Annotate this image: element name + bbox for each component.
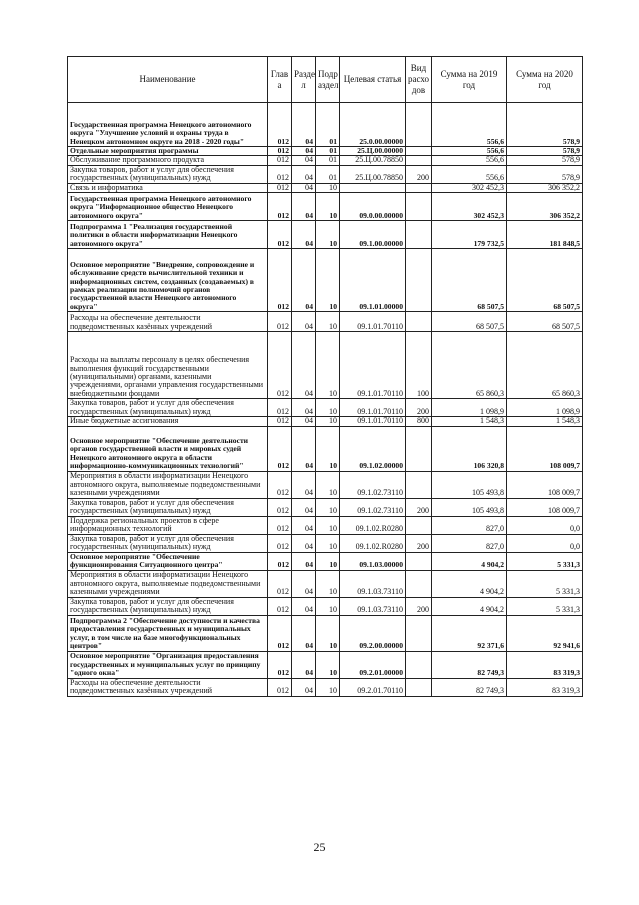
row-podrazdel: 10 <box>316 570 340 597</box>
table-body <box>68 103 583 697</box>
row-podrazdel: 10 <box>316 249 340 312</box>
row-name: Связь и информатика <box>68 183 268 192</box>
row-razdel: 04 <box>292 552 316 570</box>
row-article <box>340 183 406 192</box>
row-sum-2019: 105 493,8 <box>432 471 507 498</box>
row-razdel: 04 <box>292 147 316 156</box>
row-glava: 012 <box>268 312 292 332</box>
row-razdel: 04 <box>292 426 316 471</box>
row-sum-2019: 302 452,3 <box>432 183 507 192</box>
row-razdel: 04 <box>292 165 316 183</box>
row-name: Отдельные мероприятия программы <box>68 147 268 156</box>
row-article: 09.2.00.00000 <box>340 615 406 651</box>
row-glava: 012 <box>268 183 292 192</box>
row-sum-2019: 105 493,8 <box>432 498 507 516</box>
table-row <box>68 615 583 651</box>
row-vid: 100 <box>406 332 432 399</box>
row-razdel: 04 <box>292 597 316 615</box>
row-article: 09.1.02.R0280 <box>340 516 406 534</box>
row-sum-2020: 578,9 <box>507 165 583 183</box>
row-sum-2020: 5 331,3 <box>507 570 583 597</box>
row-vid: 800 <box>406 417 432 426</box>
page-number: 25 <box>313 840 326 854</box>
row-glava: 012 <box>268 516 292 534</box>
table-row <box>68 156 583 165</box>
row-vid <box>406 156 432 165</box>
header-razdel: Разде л <box>292 57 316 103</box>
row-sum-2019: 556,6 <box>432 156 507 165</box>
row-razdel: 04 <box>292 156 316 165</box>
table-row <box>68 597 583 615</box>
row-glava: 012 <box>268 471 292 498</box>
row-podrazdel: 10 <box>316 552 340 570</box>
row-article: 09.1.02.00000 <box>340 426 406 471</box>
row-glava: 012 <box>268 249 292 312</box>
row-article: 09.1.02.73110 <box>340 498 406 516</box>
row-sum-2019: 556,6 <box>432 103 507 147</box>
row-sum-2020: 1 098,9 <box>507 399 583 417</box>
row-sum-2019: 1 098,9 <box>432 399 507 417</box>
header-podrazdel: Подр аздел <box>316 57 340 103</box>
table-row <box>68 312 583 332</box>
row-podrazdel: 10 <box>316 471 340 498</box>
row-podrazdel: 10 <box>316 183 340 192</box>
row-podrazdel: 10 <box>316 597 340 615</box>
row-name: Поддержка региональных проектов в сфере информационных технологий <box>68 516 268 534</box>
row-vid <box>406 193 432 221</box>
row-razdel: 04 <box>292 498 316 516</box>
row-glava: 012 <box>268 193 292 221</box>
row-vid <box>406 221 432 249</box>
row-podrazdel: 10 <box>316 221 340 249</box>
row-vid <box>406 552 432 570</box>
row-sum-2020: 0,0 <box>507 534 583 552</box>
row-sum-2019: 92 371,6 <box>432 615 507 651</box>
header-name: Наименование <box>68 57 268 103</box>
row-name: Основное мероприятие "Организация предоставления государственных и муниципальных услуг по принципу "одного окна" <box>68 651 268 678</box>
row-sum-2020: 578,9 <box>507 103 583 147</box>
row-vid <box>406 103 432 147</box>
row-vid <box>406 516 432 534</box>
row-name: Обслуживание программного продукта <box>68 156 268 165</box>
row-sum-2019: 302 452,3 <box>432 193 507 221</box>
row-glava: 012 <box>268 165 292 183</box>
row-podrazdel: 01 <box>316 103 340 147</box>
table-row <box>68 552 583 570</box>
row-glava: 012 <box>268 678 292 696</box>
row-podrazdel: 10 <box>316 651 340 678</box>
row-glava: 012 <box>268 156 292 165</box>
row-article: 25.Ц.00.78850 <box>340 156 406 165</box>
row-sum-2020: 83 319,3 <box>507 651 583 678</box>
row-razdel: 04 <box>292 399 316 417</box>
table-row <box>68 570 583 597</box>
row-article: 09.1.01.00000 <box>340 249 406 312</box>
row-podrazdel: 10 <box>316 426 340 471</box>
row-sum-2019: 65 860,3 <box>432 332 507 399</box>
table-row <box>68 516 583 534</box>
row-sum-2020: 65 860,3 <box>507 332 583 399</box>
row-sum-2019: 827,0 <box>432 534 507 552</box>
row-name: Закупка товаров, работ и услуг для обеспечения государственных (муниципальных) нужд <box>68 498 268 516</box>
row-glava: 012 <box>268 498 292 516</box>
row-glava: 012 <box>268 103 292 147</box>
row-sum-2019: 4 904,2 <box>432 552 507 570</box>
table-row <box>68 417 583 426</box>
row-podrazdel: 10 <box>316 615 340 651</box>
row-razdel: 04 <box>292 183 316 192</box>
row-name: Основное мероприятие "Внедрение, сопровождение и обслуживание средств вычислительной техники и информационных систем, созданных (создаваемых) в рамках реализации полномочий органов государственной власти Ненецкого автономного округа" <box>68 249 268 312</box>
table-row <box>68 249 583 312</box>
table-row <box>68 498 583 516</box>
row-sum-2020: 108 009,7 <box>507 498 583 516</box>
header-row <box>68 57 583 103</box>
row-podrazdel: 10 <box>316 498 340 516</box>
row-sum-2019: 68 507,5 <box>432 249 507 312</box>
row-name: Государственная программа Ненецкого автономного округа "Улучшение условий и охраны труда в Ненецком автономном округе на 2018 - 2020 годы" <box>68 103 268 147</box>
row-razdel: 04 <box>292 193 316 221</box>
row-article: 09.1.00.00000 <box>340 221 406 249</box>
row-vid <box>406 651 432 678</box>
row-glava: 012 <box>268 147 292 156</box>
row-glava: 012 <box>268 597 292 615</box>
row-article: 09.1.03.00000 <box>340 552 406 570</box>
row-glava: 012 <box>268 417 292 426</box>
row-sum-2020: 5 331,3 <box>507 552 583 570</box>
row-sum-2019: 68 507,5 <box>432 312 507 332</box>
row-article: 25.Ц.00.78850 <box>340 165 406 183</box>
row-sum-2019: 4 904,2 <box>432 597 507 615</box>
table-row <box>68 399 583 417</box>
row-sum-2020: 578,9 <box>507 147 583 156</box>
row-glava: 012 <box>268 651 292 678</box>
row-razdel: 04 <box>292 471 316 498</box>
row-sum-2020: 306 352,2 <box>507 183 583 192</box>
row-razdel: 04 <box>292 103 316 147</box>
table-row <box>68 678 583 696</box>
row-vid: 200 <box>406 399 432 417</box>
table-row <box>68 165 583 183</box>
row-name: Основное мероприятие "Обеспечение функционирования Ситуационного центра" <box>68 552 268 570</box>
row-name: Мероприятия в области информатизации Ненецкого автономного округа, выполняемые подведомственными казенными учреждениями <box>68 570 268 597</box>
row-razdel: 04 <box>292 534 316 552</box>
row-sum-2019: 179 732,5 <box>432 221 507 249</box>
row-sum-2019: 82 749,3 <box>432 678 507 696</box>
row-sum-2019: 827,0 <box>432 516 507 534</box>
row-podrazdel: 01 <box>316 156 340 165</box>
row-sum-2020: 5 331,3 <box>507 597 583 615</box>
row-vid <box>406 147 432 156</box>
row-article: 09.1.02.73110 <box>340 471 406 498</box>
row-name: Закупка товаров, работ и услуг для обеспечения государственных (муниципальных) нужд <box>68 534 268 552</box>
row-name: Закупка товаров, работ и услуг для обеспечения государственных (муниципальных) нужд <box>68 597 268 615</box>
row-razdel: 04 <box>292 312 316 332</box>
row-name: Иные бюджетные ассигнования <box>68 417 268 426</box>
row-razdel: 04 <box>292 615 316 651</box>
row-podrazdel: 10 <box>316 332 340 399</box>
row-name: Расходы на выплаты персоналу в целях обеспечения выполнения функций государственными (муниципальными) органами, казенными учреждениями, органами управления государственными внебюджетными фондами <box>68 332 268 399</box>
row-article: 09.1.01.70110 <box>340 312 406 332</box>
table-row <box>68 471 583 498</box>
row-name: Расходы на обеспечение деятельности подведомственных казённых учреждений <box>68 678 268 696</box>
row-article: 25.Ц.00.00000 <box>340 147 406 156</box>
row-name: Основное мероприятие "Обеспечение деятельности органов государственной власти и мировых судей Ненецкого автономного округа в области информационно-коммуникационных технологий" <box>68 426 268 471</box>
row-article: 25.0.00.00000 <box>340 103 406 147</box>
row-sum-2020: 108 009,7 <box>507 426 583 471</box>
row-name: Расходы на обеспечение деятельности подведомственных казённых учреждений <box>68 312 268 332</box>
header-article: Целевая статья <box>340 57 406 103</box>
header-vid: Вид расхо дов <box>406 57 432 103</box>
row-name: Подпрограмма 1 "Реализация государственной политики в области информатизации Ненецкого автономного округа" <box>68 221 268 249</box>
row-podrazdel: 01 <box>316 147 340 156</box>
row-glava: 012 <box>268 615 292 651</box>
row-sum-2020: 92 941,6 <box>507 615 583 651</box>
row-name: Закупка товаров, работ и услуг для обеспечения государственных (муниципальных) нужд <box>68 165 268 183</box>
row-glava: 012 <box>268 332 292 399</box>
row-sum-2020: 306 352,2 <box>507 193 583 221</box>
header-sum-2019: Сумма на 2019 год <box>432 57 507 103</box>
row-name: Государственная программа Ненецкого автономного округа "Информационное общество Ненецкого автономного округа" <box>68 193 268 221</box>
row-article: 09.2.01.00000 <box>340 651 406 678</box>
row-glava: 012 <box>268 534 292 552</box>
row-article: 09.1.03.73110 <box>340 597 406 615</box>
row-sum-2020: 0,0 <box>507 516 583 534</box>
row-sum-2020: 83 319,3 <box>507 678 583 696</box>
row-article: 09.1.02.R0280 <box>340 534 406 552</box>
table-row <box>68 193 583 221</box>
row-article: 09.0.00.00000 <box>340 193 406 221</box>
row-vid <box>406 249 432 312</box>
budget-table <box>67 56 583 697</box>
table-row <box>68 221 583 249</box>
row-razdel: 04 <box>292 221 316 249</box>
table-row <box>68 183 583 192</box>
row-article: 09.1.01.70110 <box>340 332 406 399</box>
row-sum-2020: 68 507,5 <box>507 249 583 312</box>
row-podrazdel: 10 <box>316 312 340 332</box>
row-sum-2020: 578,9 <box>507 156 583 165</box>
row-podrazdel: 10 <box>316 516 340 534</box>
row-vid <box>406 615 432 651</box>
row-sum-2020: 181 848,5 <box>507 221 583 249</box>
row-article: 09.1.03.73110 <box>340 570 406 597</box>
row-sum-2019: 106 320,8 <box>432 426 507 471</box>
table-row <box>68 332 583 399</box>
row-podrazdel: 01 <box>316 165 340 183</box>
row-sum-2019: 4 904,2 <box>432 570 507 597</box>
row-razdel: 04 <box>292 417 316 426</box>
row-glava: 012 <box>268 552 292 570</box>
row-sum-2019: 556,6 <box>432 147 507 156</box>
row-podrazdel: 10 <box>316 534 340 552</box>
row-vid <box>406 183 432 192</box>
row-vid: 200 <box>406 534 432 552</box>
row-razdel: 04 <box>292 570 316 597</box>
row-podrazdel: 10 <box>316 417 340 426</box>
table-row <box>68 534 583 552</box>
row-glava: 012 <box>268 570 292 597</box>
row-name: Закупка товаров, работ и услуг для обеспечения государственных (муниципальных) нужд <box>68 399 268 417</box>
row-sum-2019: 1 548,3 <box>432 417 507 426</box>
table-row <box>68 103 583 147</box>
row-vid <box>406 426 432 471</box>
row-vid: 200 <box>406 498 432 516</box>
table-row <box>68 147 583 156</box>
row-glava: 012 <box>268 221 292 249</box>
row-vid <box>406 570 432 597</box>
row-article: 09.1.01.70110 <box>340 417 406 426</box>
row-razdel: 04 <box>292 516 316 534</box>
row-razdel: 04 <box>292 678 316 696</box>
row-sum-2020: 1 548,3 <box>507 417 583 426</box>
row-vid <box>406 678 432 696</box>
row-name: Подпрограмма 2 "Обеспечение доступности и качества предоставления государственных и муниципальных услуг, в том числе на базе многофункциональных центров" <box>68 615 268 651</box>
row-vid: 200 <box>406 165 432 183</box>
row-razdel: 04 <box>292 651 316 678</box>
row-vid <box>406 312 432 332</box>
row-podrazdel: 10 <box>316 193 340 221</box>
row-sum-2019: 556,6 <box>432 165 507 183</box>
row-article: 09.2.01.70110 <box>340 678 406 696</box>
header-glava: Глав а <box>268 57 292 103</box>
table-row <box>68 651 583 678</box>
row-razdel: 04 <box>292 332 316 399</box>
row-podrazdel: 10 <box>316 678 340 696</box>
row-sum-2020: 108 009,7 <box>507 471 583 498</box>
row-podrazdel: 10 <box>316 399 340 417</box>
row-glava: 012 <box>268 426 292 471</box>
row-article: 09.1.01.70110 <box>340 399 406 417</box>
row-glava: 012 <box>268 399 292 417</box>
row-name: Мероприятия в области информатизации Ненецкого автономного округа, выполняемые подведомственными казенными учреждениями <box>68 471 268 498</box>
row-razdel: 04 <box>292 249 316 312</box>
row-sum-2020: 68 507,5 <box>507 312 583 332</box>
row-sum-2019: 82 749,3 <box>432 651 507 678</box>
header-sum-2020: Сумма на 2020 год <box>507 57 583 103</box>
row-vid <box>406 471 432 498</box>
table-row <box>68 426 583 471</box>
row-vid: 200 <box>406 597 432 615</box>
